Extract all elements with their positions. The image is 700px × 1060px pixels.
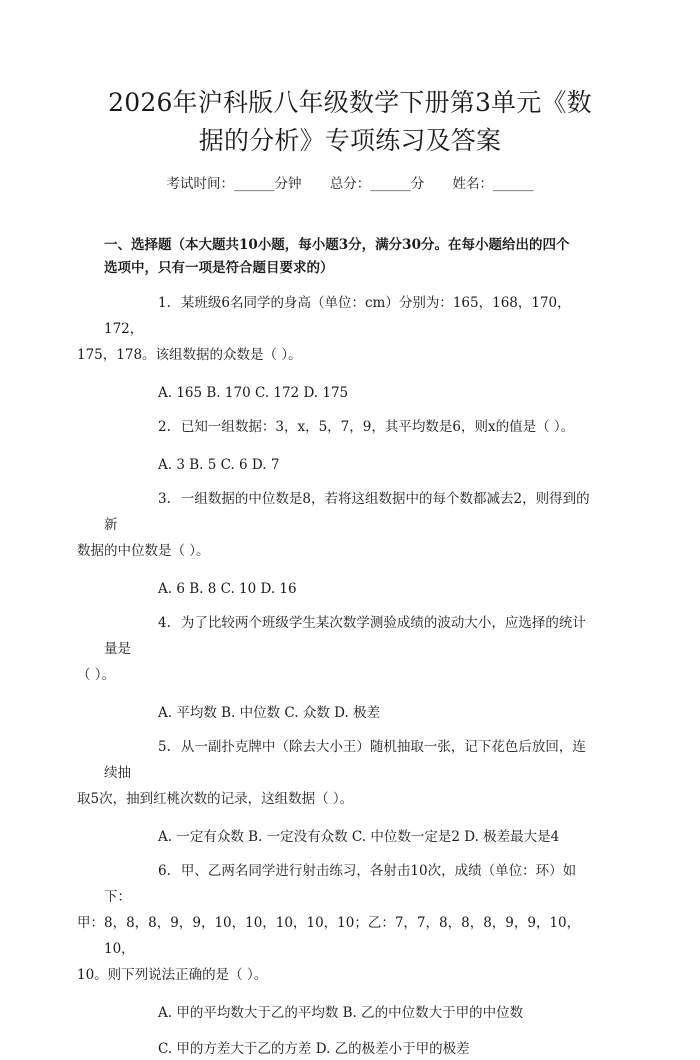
question-text-line-2: 175，178。该组数据的众数是（ ）。: [77, 347, 302, 363]
question-text-line-1: 某班级6名同学的身高（单位：cm）分别为：165，168，170，172，: [104, 295, 571, 337]
question-1: [77, 290, 596, 368]
question-number: 6.: [158, 863, 171, 879]
question-number: 3.: [158, 491, 171, 507]
title-line-2: 据的分析》专项练习及答案: [198, 126, 502, 155]
title-line-1: 2026年沪科版八年级数学下册第3单元《数: [108, 88, 592, 117]
page-title: [104, 84, 596, 160]
question-2-options: A. 3 B. 5 C. 6 D. 7: [158, 457, 280, 473]
exam-name-field: 姓名：______: [452, 176, 534, 192]
question-number: 2.: [158, 419, 171, 435]
question-text-line-2: 取5次，抽到红桃次数的记录，这组数据（ ）。: [77, 791, 354, 807]
section-heading-line-1: 一、选择题（本大题共10小题，每小题3分，满分30分。在每小题给出的四个: [104, 237, 570, 253]
question-4-options: A. 平均数 B. 中位数 C. 众数 D. 极差: [158, 705, 381, 721]
question-6-options-row-2: C. 甲的方差大于乙的方差 D. 乙的极差小于甲的极差: [158, 1041, 470, 1057]
question-text-line-1: 为了比较两个班级学生某次数学测验成绩的波动大小，应选择的统计量是: [104, 615, 586, 657]
section-heading-line-2: 选项中，只有一项是符合题目要求的）: [104, 260, 334, 276]
section-heading: [104, 234, 596, 280]
exam-info: [104, 174, 596, 194]
question-text-line-1: 一组数据的中位数是8，若将这组数据中的每个数都减去2，则得到的新: [104, 491, 590, 533]
question-number: 5.: [158, 739, 171, 755]
exam-score-field: 总分：______分: [329, 176, 425, 192]
question-3: [77, 486, 596, 564]
question-text-line-1: 已知一组数据：3，x，5，7，9，其平均数是6，则x的值是（ ）。: [180, 419, 575, 435]
question-5: [77, 734, 596, 812]
question-5-options: A. 一定有众数 B. 一定没有众数 C. 中位数一定是2 D. 极差最大是4: [158, 829, 560, 845]
question-number: 4.: [158, 615, 171, 631]
question-1-options: A. 165 B. 170 C. 172 D. 175: [158, 385, 349, 401]
question-2: [104, 414, 596, 440]
question-text-line-3: 10。则下列说法正确的是（ ）。: [77, 967, 268, 983]
question-text-line-1: 从一副扑克牌中（除去大小王）随机抽取一张，记下花色后放回，连续抽: [104, 739, 586, 781]
question-6-options-row-1: A. 甲的平均数大于乙的平均数 B. 乙的中位数大于甲的中位数: [158, 1005, 524, 1021]
exam-time-field: 考试时间：______分钟: [166, 176, 302, 192]
question-text-line-2: （ ）。: [77, 667, 116, 683]
question-text-line-2: 甲：8，8，8，9，9，10，10，10，10，10；乙：7，7，8，8，8，9，9，10，10，: [77, 915, 581, 957]
question-text-line-2: 数据的中位数是（ ）。: [77, 543, 210, 559]
question-number: 1.: [158, 295, 171, 311]
question-4: [77, 610, 596, 688]
question-6: [77, 858, 596, 988]
question-3-options: A. 6 B. 8 C. 10 D. 16: [158, 581, 297, 597]
question-text-line-1: 甲、乙两名同学进行射击练习，各射击10次，成绩（单位：环）如下：: [104, 863, 577, 905]
